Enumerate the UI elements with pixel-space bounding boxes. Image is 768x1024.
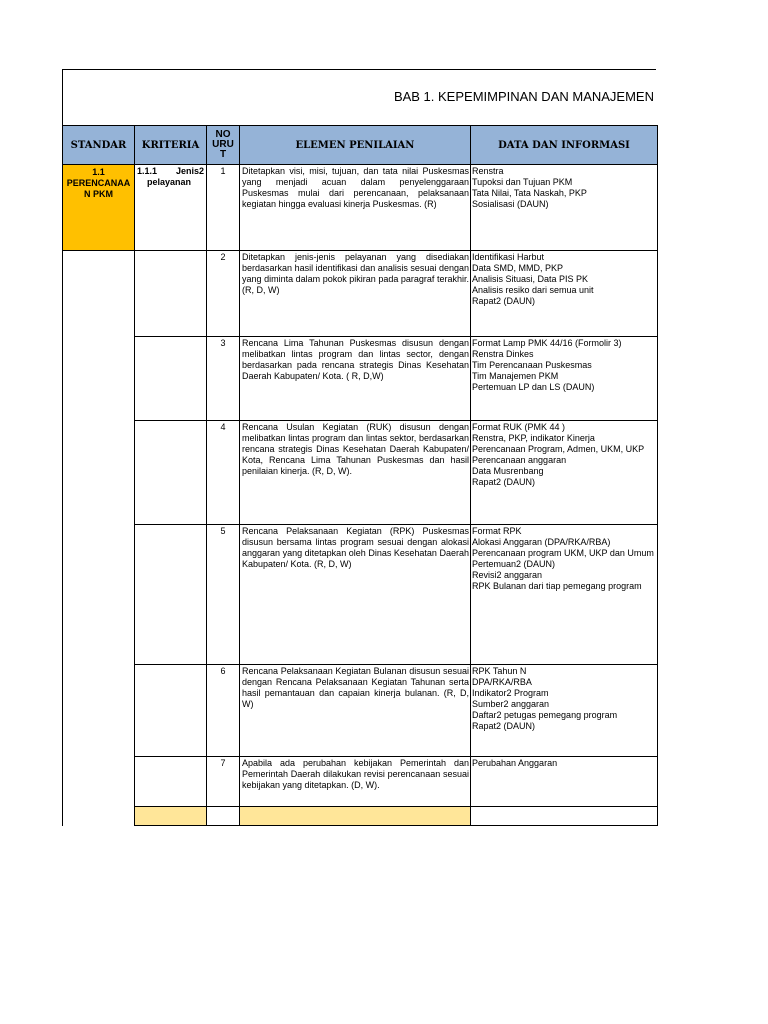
kriteria-cell-empty	[135, 757, 207, 807]
standar-name-line: N PKM	[84, 189, 113, 199]
data-item: Perencanaan Program, Admen, UKM, UKP	[472, 444, 645, 454]
data-item: Identifikasi Harbut	[472, 252, 545, 262]
empty-cell-highlight	[240, 807, 471, 826]
table-row	[63, 165, 658, 251]
chapter-title: BAB 1. KEPEMIMPINAN DAN MANAJEMEN	[393, 89, 654, 104]
data-item: Revisi2 anggaran	[472, 570, 543, 580]
row-number: 6	[207, 665, 240, 757]
row-number: 3	[207, 337, 240, 421]
row-number: 5	[207, 525, 240, 665]
data-informasi	[471, 757, 658, 807]
data-item: Perencanaan program UKM, UKP dan Umum	[472, 548, 654, 558]
standar-cell-empty	[63, 807, 135, 826]
data-item: Renstra	[472, 166, 504, 176]
empty-cell-highlight	[135, 807, 207, 826]
data-item: Analisis resiko dari semua unit	[472, 285, 594, 295]
row-number: 1	[207, 165, 240, 251]
data-informasi	[471, 525, 658, 665]
kriteria-name-first: Jenis2	[175, 166, 204, 176]
data-item: Tim Manajemen PKM	[472, 371, 559, 381]
data-item: RPK Bulanan dari tiap pemegang program	[472, 581, 642, 591]
data-item: Tim Perencanaan Puskesmas	[472, 360, 592, 370]
kriteria-cell-empty	[135, 665, 207, 757]
elemen-penilaian: Ditetapkan visi, misi, tujuan, dan tata nilai Puskesmas yang menjadi acuan dalam penyelenggaraan Puskesmas mulai dari perencanaan, pelaksanaan kegiatan hingga evaluasi kinerja Puskesmas. (R)	[240, 165, 471, 251]
header-kriteria: KRITERIA	[135, 126, 207, 165]
data-item: Rapat2 (DAUN)	[472, 477, 536, 487]
data-informasi	[471, 665, 658, 757]
table-row	[63, 421, 658, 525]
data-informasi	[471, 337, 658, 421]
data-item: Rapat2 (DAUN)	[472, 296, 536, 306]
data-item: Rapat2 (DAUN)	[472, 721, 536, 731]
kriteria-cell	[135, 165, 207, 251]
data-item: Data SMD, MMD, PKP	[472, 263, 564, 273]
standar-cell-empty	[63, 337, 135, 421]
elemen-penilaian: Rencana Usulan Kegiatan (RUK) disusun dengan melibatkan lintas program dan lintas sektor, berdasarkan rencana strategis Dinas Kesehatan Daerah Kabupaten/ Kota, Rencana Lima Tahunan Puskesmas dan hasil penilaian kinerja. (R, D, W).	[240, 421, 471, 525]
row-number: 2	[207, 251, 240, 337]
chapter-title-box	[62, 69, 656, 125]
header-data-informasi: DATA DAN INFORMASI	[471, 126, 658, 165]
header-no-urut	[207, 126, 240, 165]
row-number: 7	[207, 757, 240, 807]
empty-cell	[207, 807, 240, 826]
data-item: DPA/RKA/RBA	[472, 677, 532, 687]
standar-cell-empty	[63, 251, 135, 337]
data-item: Renstra, PKP, indikator Kinerja	[472, 433, 595, 443]
kriteria-code: 1.1.1	[137, 166, 158, 176]
standar-cell-empty	[63, 665, 135, 757]
data-item: Format RUK (PMK 44 )	[472, 422, 566, 432]
data-item: Perubahan Anggaran	[472, 758, 558, 768]
data-informasi	[471, 251, 658, 337]
data-item: Alokasi Anggaran (DPA/RKA/RBA)	[472, 537, 611, 547]
data-item: Indikator2 Program	[472, 688, 549, 698]
elemen-penilaian: Rencana Pelaksanaan Kegiatan Bulanan disusun sesuai dengan Rencana Pelaksanaan Kegiatan Tahunan serta hasil pemantauan dan capaian kinerja bulanan. (R, D, W)	[240, 665, 471, 757]
kriteria-cell-empty	[135, 337, 207, 421]
standar-cell-empty	[63, 757, 135, 807]
elemen-penilaian: Rencana Pelaksanaan Kegiatan (RPK) Puskesmas disusun bersama lintas program sesuai dengan alokasi anggaran yang ditetapkan oleh Dinas Kesehatan Daerah Kabupaten/ Kota. (R, D, W)	[240, 525, 471, 665]
standar-cell-empty	[63, 421, 135, 525]
standar-cell-empty	[63, 525, 135, 665]
table-row	[63, 757, 658, 807]
data-item: Sosialisasi (DAUN)	[472, 199, 549, 209]
standar-name-line: PERENCANAA	[66, 178, 131, 188]
data-informasi	[471, 421, 658, 525]
data-item: Pertemuan LP dan LS (DAUN)	[472, 382, 595, 392]
standar-cell	[63, 165, 135, 251]
table-row	[63, 251, 658, 337]
standar-code: 1.1	[92, 167, 105, 177]
data-item: Perencanaan anggaran	[472, 455, 567, 465]
data-item: Pertemuan2 (DAUN)	[472, 559, 556, 569]
empty-cell	[471, 807, 658, 826]
header-standar: STANDAR	[63, 126, 135, 165]
table-row-empty	[63, 807, 658, 826]
row-number: 4	[207, 421, 240, 525]
data-item: Daftar2 petugas pemegang program	[472, 710, 618, 720]
data-item: RPK Tahun N	[472, 666, 527, 676]
elemen-penilaian: Ditetapkan jenis-jenis pelayanan yang disediakan berdasarkan hasil identifikasi dan analisis sesuai dengan yang diminta dalam pokok pikiran pada paragraf terakhir. (R, D, W)	[240, 251, 471, 337]
data-informasi	[471, 165, 658, 251]
kriteria-cell-empty	[135, 421, 207, 525]
data-item: Format RPK	[472, 526, 522, 536]
header-elemen-penilaian: ELEMEN PENILAIAN	[240, 126, 471, 165]
data-item: Tata Nilai, Tata Naskah, PKP	[472, 188, 587, 198]
kriteria-cell-empty	[135, 525, 207, 665]
header-no-urut-line: NO	[215, 129, 231, 140]
header-no-urut-line: T	[219, 149, 227, 160]
kriteria-cell-empty	[135, 251, 207, 337]
data-item: Format Lamp PMK 44/16 (Formolir 3)	[472, 338, 622, 348]
table-row	[63, 665, 658, 757]
elemen-penilaian: Apabila ada perubahan kebijakan Pemerintah dan Pemerintah Daerah dilakukan revisi perencanaan sesuai kebijakan yang ditetapkan. (D, W).	[240, 757, 471, 807]
data-item: Sumber2 anggaran	[472, 699, 550, 709]
assessment-table	[62, 125, 658, 826]
table-header-row	[63, 126, 658, 165]
data-item: Analisis Situasi, Data PIS PK	[472, 274, 589, 284]
table-row	[63, 337, 658, 421]
table-row	[63, 525, 658, 665]
header-no-urut-line: URU	[212, 139, 234, 150]
elemen-penilaian: Rencana Lima Tahunan Puskesmas disusun dengan melibatkan lintas program dan lintas sector, dengan berdasarkan pada rencana strategis Dinas Kesehatan Daerah Kabupaten/ Kota. ( R, D,W)	[240, 337, 471, 421]
data-item: Data Musrenbang	[472, 466, 544, 476]
kriteria-name-second: pelayanan	[147, 177, 192, 187]
data-item: Tupoksi dan Tujuan PKM	[472, 177, 573, 187]
data-item: Renstra Dinkes	[472, 349, 534, 359]
